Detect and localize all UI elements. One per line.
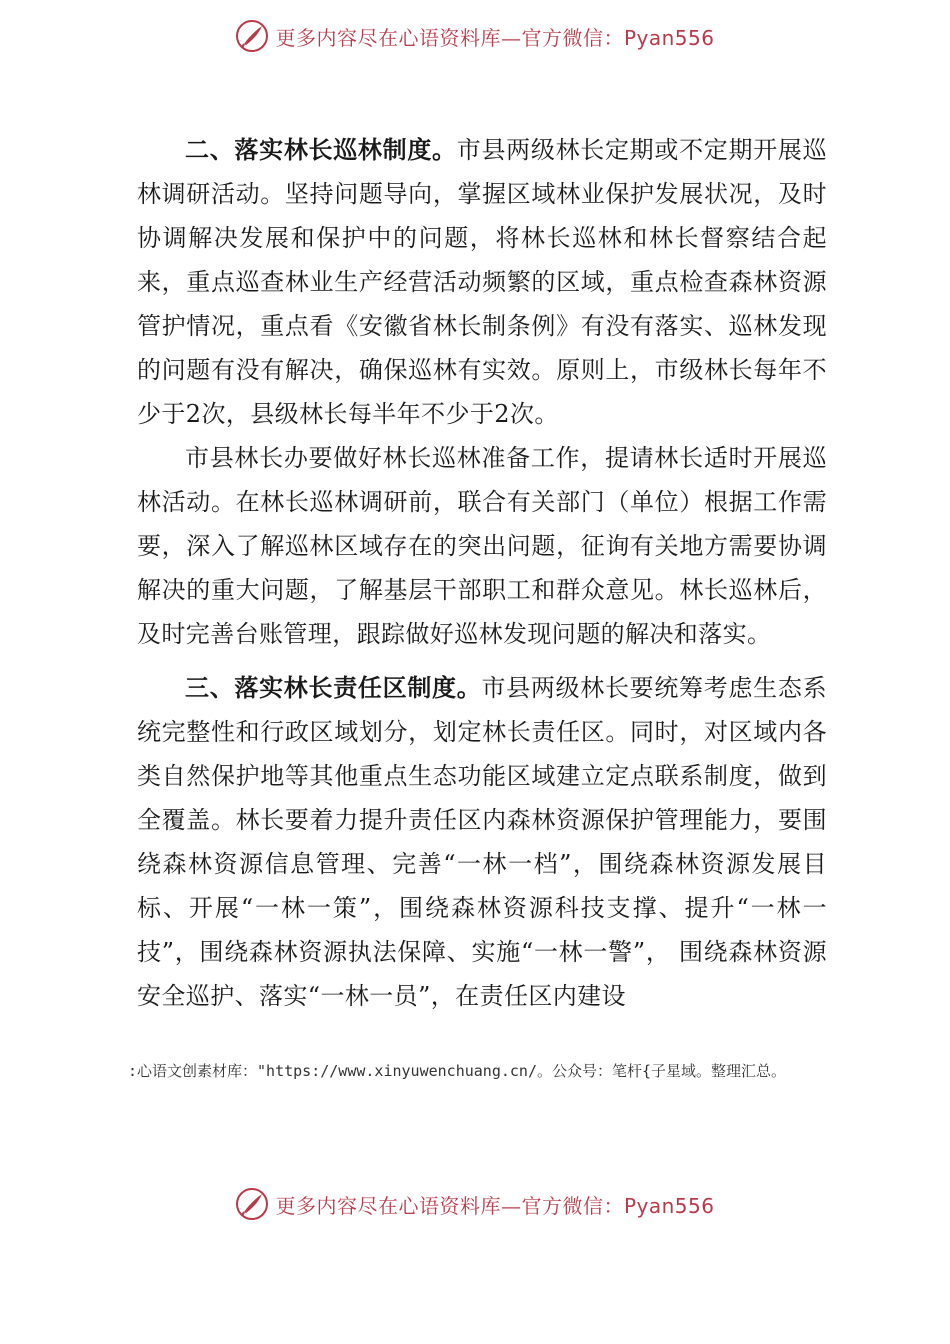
banner-dash: — bbox=[500, 25, 522, 50]
paragraph-preparation bbox=[137, 436, 827, 656]
banner-wechat-text: 官方微信：Pyan556 bbox=[521, 25, 715, 50]
quill-logo-icon bbox=[235, 19, 269, 53]
paragraph-text: 市县两级林长定期或不定期开展巡林调研活动。坚持问题导向，掌握区域林业保护发展状况，及时协调解决发展和保护中的问题，将林长巡林和林长督察结合起来，重点巡查林业生产经营活动频繁的区域，重点检查森林资源管护情况，重点看《安徽省林长制条例》有没有落实、巡林发现的问题有没有解决，确保巡林有实效。原则上，市级林长每年不少于2次，县级林长每半年不少于2次。 bbox=[137, 136, 828, 428]
banner-main-text: 更多内容尽在心语资料库 bbox=[275, 1193, 501, 1218]
paragraph-patrol bbox=[137, 128, 827, 436]
paragraph-text: 市县两级林长要统筹考虑生态系统完整性和行政区域划分，划定林长责任区。同时，对区域内各类自然保护地等其他重点生态功能区域建立定点联系制度，做到全覆盖。林长要着力提升责任区内森林资源保护管理能力，要围绕森林资源信息管理、完善“一林一档”，围绕森林资源发展目标、开展“一林一策”，围绕森林资源科技支撑、提升“一林一技”，围绕森林资源执法保障、实施“一林一警”， 围绕森林资源安全巡护、落实“一林一员”，在责任区内建设 bbox=[137, 674, 827, 1010]
document-body bbox=[137, 128, 827, 1018]
paragraph-responsibility bbox=[137, 666, 827, 1018]
header-banner bbox=[0, 16, 950, 56]
banner-wechat-text: 官方微信：Pyan556 bbox=[521, 1193, 715, 1218]
section-heading-responsibility: 三、落实林长责任区制度。 bbox=[185, 674, 482, 702]
source-footnote: :心语文创素材库："https://www.xinyuwenchuang.cn/。公众号：笔杆{子星域。整理汇总。 bbox=[128, 1062, 787, 1080]
quill-logo-icon bbox=[235, 1187, 269, 1221]
section-heading-patrol: 二、落实林长巡林制度。 bbox=[185, 136, 457, 164]
banner-text bbox=[275, 22, 714, 51]
paragraph-text: 市县林长办要做好林长巡林准备工作，提请林长适时开展巡林活动。在林长巡林调研前，联合有关部门（单位）根据工作需要，深入了解巡林区域存在的突出问题，征询有关地方需要协调解决的重大问题，了解基层干部职工和群众意见。林长巡林后，及时完善台账管理，跟踪做好巡林发现问题的解决和落实。 bbox=[137, 444, 827, 648]
footer-banner bbox=[0, 1184, 950, 1224]
banner-main-text: 更多内容尽在心语资料库 bbox=[275, 25, 501, 50]
banner-text bbox=[275, 1190, 714, 1219]
banner-dash: — bbox=[500, 1193, 522, 1218]
